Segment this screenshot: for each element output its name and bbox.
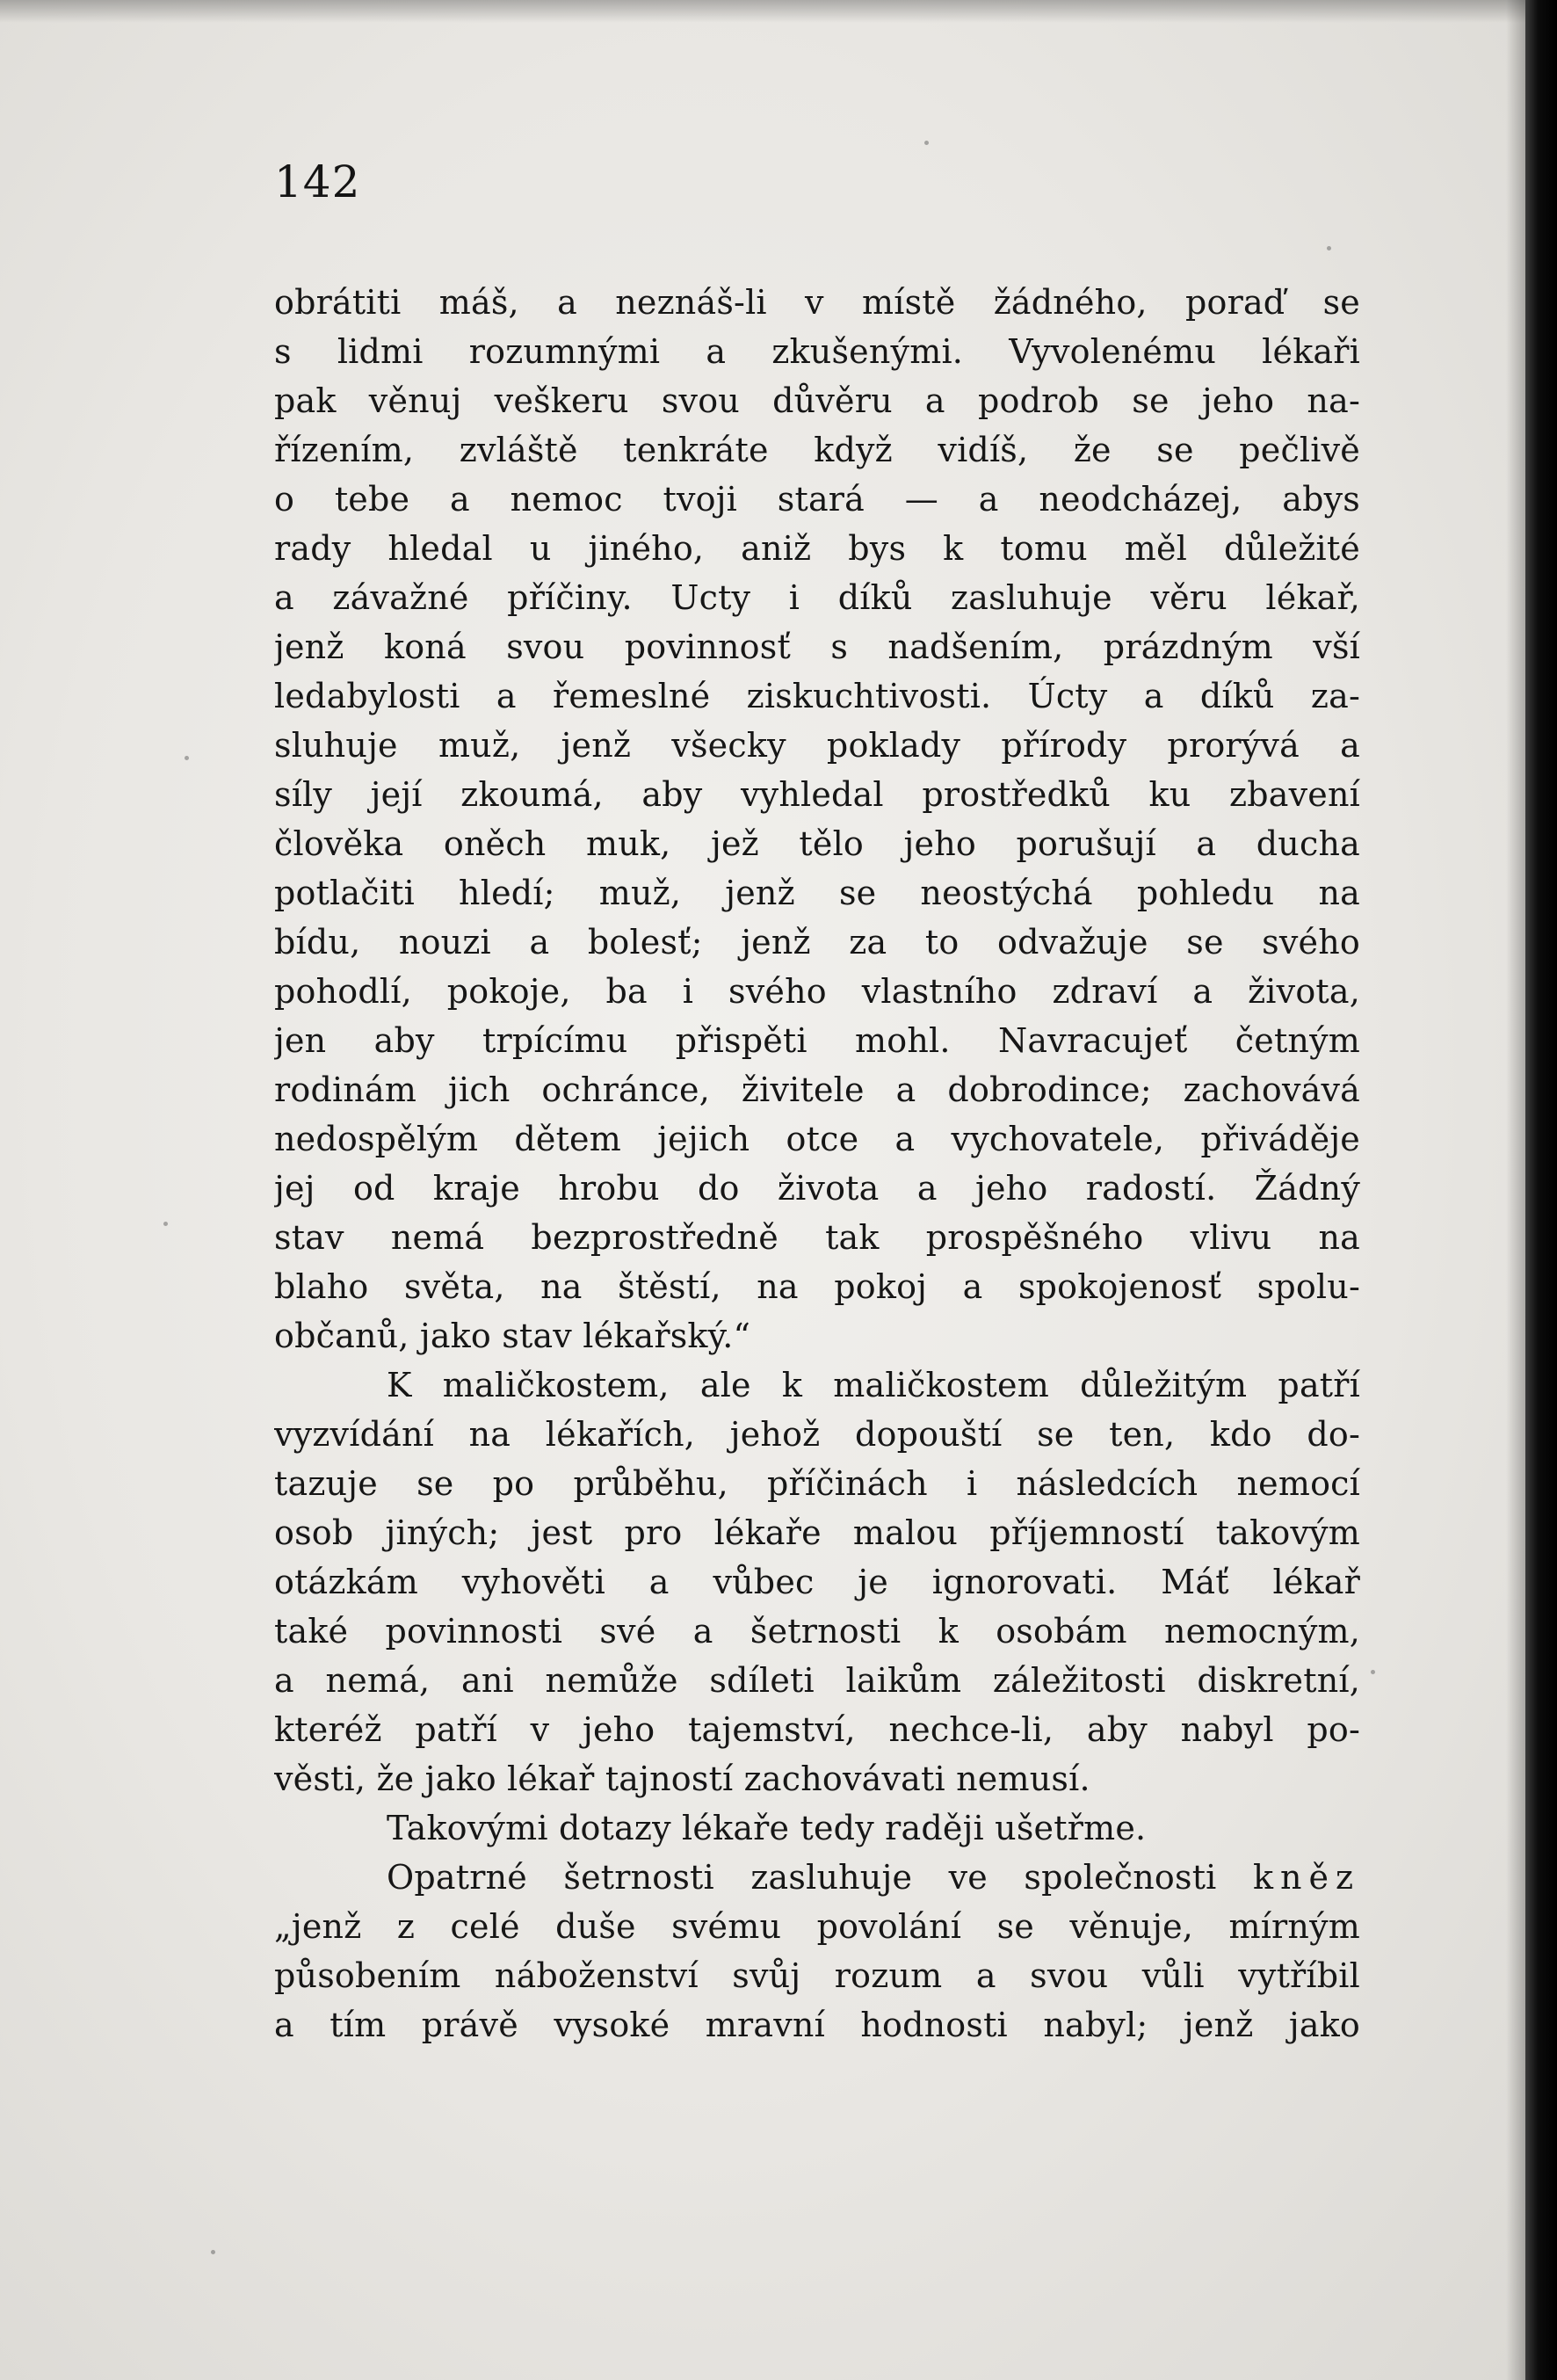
spaced-word: kněz: [1252, 1858, 1360, 1897]
text-line: tazuje se po průběhu, příčinách i následcích nemocí: [274, 1464, 1360, 1503]
paper-speck: [211, 2250, 215, 2254]
text-line: pohodlí, pokoje, ba i svého vlastního zdraví a života,: [274, 972, 1360, 1011]
text-line: rodinám jich ochránce, živitele a dobrodince; zachovává: [274, 1070, 1360, 1109]
text-line: působením náboženství svůj rozum a svou vůli vytříbil: [274, 1956, 1360, 1995]
top-edge-shadow: [0, 0, 1557, 23]
text-line: ledabylosti a řemeslné ziskuchtivosti. Úcty a díků za-: [274, 677, 1360, 715]
text-line: jenž koná svou povinnosť s nadšením, prázdným vší: [274, 628, 1360, 666]
text-line: blaho světa, na štěstí, na pokoj a spokojenosť spolu-: [274, 1267, 1360, 1306]
paper-speck: [924, 141, 929, 145]
text-line: K maličkostem, ale k maličkostem důležitým patří: [387, 1366, 1360, 1404]
text-line: jej od kraje hrobu do života a jeho radostí. Žádný: [274, 1169, 1360, 1208]
text-line: „jenž z celé duše svému povolání se věnuje, mírným: [274, 1907, 1360, 1946]
text-line: [274, 1853, 1360, 1902]
text-line: kteréž patří v jeho tajemství, nechce-li, aby nabyl po-: [274, 1710, 1360, 1749]
text-line: občanů, jako stav lékařský.“: [274, 1317, 751, 1355]
text-line: o tebe a nemoc tvoji stará — a neodcházej, abys: [274, 480, 1360, 519]
text-line: obrátiti máš, a neznáš-li v místě žádného, poraď se: [274, 283, 1360, 322]
text-line: osob jiných; jest pro lékaře malou příjemností takovým: [274, 1513, 1360, 1552]
text-line: řízením, zvláště tenkráte když vidíš, že se pečlivě: [274, 431, 1360, 469]
text-line: věsti, že jako lékař tajností zachovávati nemusí.: [274, 1760, 1090, 1798]
binding-shadow: [1506, 0, 1525, 2380]
text-line: s lidmi rozumnými a zkušenými. Vyvolenému lékaři: [274, 332, 1360, 371]
text-line: také povinnosti své a šetrnosti k osobám nemocným,: [274, 1612, 1360, 1651]
text-line: jen aby trpícímu přispěti mohl. Navracujeť četným: [274, 1021, 1360, 1060]
paper-speck: [1327, 246, 1331, 250]
paper-speck: [163, 1222, 168, 1226]
text-line: a tím právě vysoké mravní hodnosti nabyl; jenž jako: [274, 2006, 1360, 2044]
page-number: 142: [274, 156, 361, 207]
paper-speck: [1371, 1670, 1375, 1674]
text-line: síly její zkoumá, aby vyhledal prostředků ku zbavení: [274, 775, 1360, 814]
text-line: a nemá, ani nemůže sdíleti laikům záležitosti diskretní,: [274, 1661, 1360, 1700]
text-line: rady hledal u jiného, aniž bys k tomu měl důležité: [274, 529, 1360, 568]
paper-speck: [185, 756, 189, 760]
page-edge-border: [1525, 0, 1557, 2380]
text-line: potlačiti hledí; muž, jenž se neostýchá pohledu na: [274, 874, 1360, 912]
text-line: nedospělým dětem jejich otce a vychovatele, přiváděje: [274, 1120, 1360, 1158]
text-line: a závažné příčiny. Ucty i díků zasluhuje věru lékař,: [274, 578, 1360, 617]
text-line: otázkám vyhověti a vůbec je ignorovati. Máť lékař: [274, 1563, 1360, 1601]
text-line: bídu, nouzi a bolesť; jenž za to odvažuje se svého: [274, 923, 1360, 961]
text-line: sluhuje muž, jenž všecky poklady přírody prorývá a: [274, 726, 1360, 765]
text-line-start: Opatrné šetrnosti zasluhuje ve společnosti: [387, 1858, 1217, 1897]
text-line: vyzvídání na lékařích, jehož dopouští se ten, kdo do-: [274, 1415, 1360, 1454]
text-line: Takovými dotazy lékaře tedy raději ušetřme.: [387, 1809, 1147, 1847]
body-text: [274, 278, 1360, 2050]
text-line: stav nemá bezprostředně tak prospěšného vlivu na: [274, 1218, 1360, 1257]
text-line: člověka oněch muk, jež tělo jeho porušují a ducha: [274, 824, 1360, 863]
text-line: pak věnuj veškeru svou důvěru a podrob se jeho na-: [274, 381, 1360, 420]
